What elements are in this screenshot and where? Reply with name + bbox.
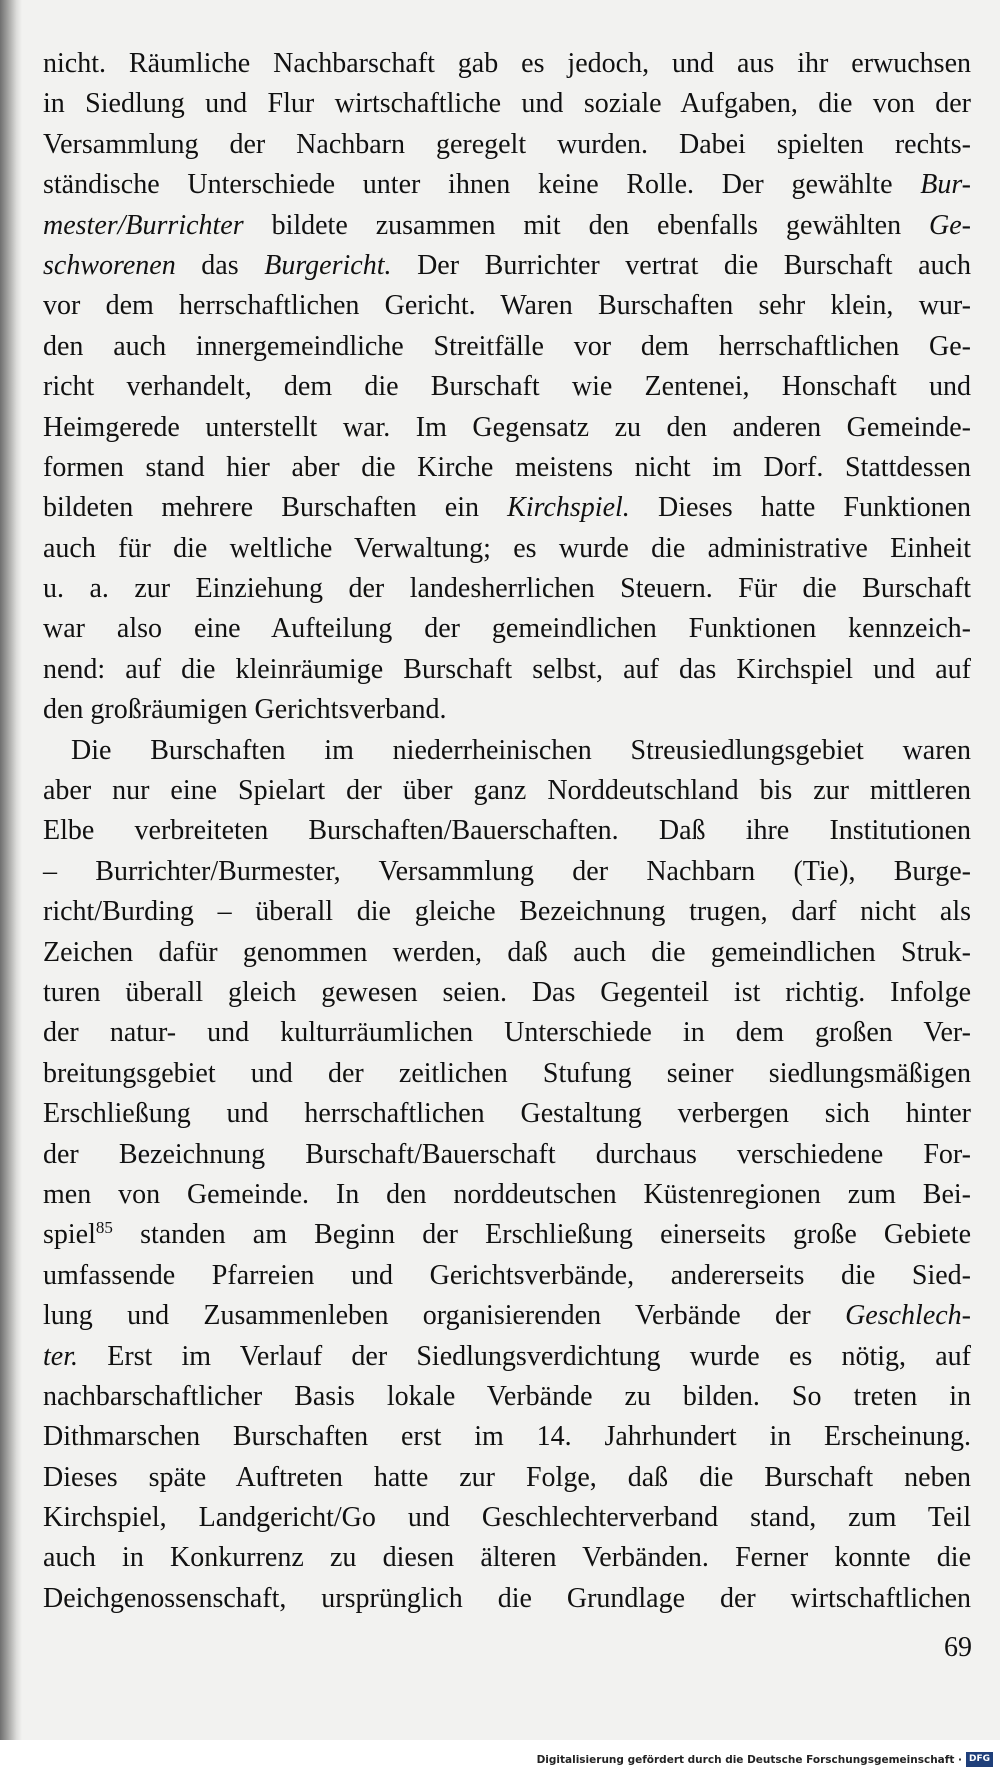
text-run: breitungsgebiet und der zeitlichen Stufung seiner siedlungsmäßigen [43,1057,971,1089]
text-line [43,1175,971,1215]
text-line [43,609,971,649]
text-run: nicht. Räumliche Nachbarschaft gab es jedoch, und aus ihr erwuchsen [43,48,971,79]
text-run: in Siedlung und Flur wirtschaftliche und soziale Aufgaben, die von der [43,88,971,120]
dfg-logo: DFG [966,1752,993,1767]
text-line [43,1094,971,1134]
text-run: spiel [43,1219,96,1251]
text-line [43,852,971,892]
text-run: der natur- und kulturräumlichen Unterschiede in dem großen Ver- [43,1017,971,1049]
text-line [43,448,971,488]
text-line [43,650,971,690]
text-line [43,367,971,407]
text-line [43,286,971,326]
text-run: turen überall gleich gewesen seien. Das Gegenteil ist richtig. Infolge [43,976,971,1008]
text-run: das [175,249,265,281]
text-run: Dithmarschen Burschaften erst im 14. Jahrhundert in Erscheinung. [43,1421,971,1453]
text-line [43,408,971,448]
italic-term: Geschlech- [845,1300,971,1332]
text-run: Erschließung und herrschaftlichen Gestaltung verbergen sich hinter [43,1098,971,1130]
text-line [43,933,971,973]
text-run: men von Gemeinde. In den norddeutschen Küstenregionen zum Bei- [43,1178,971,1210]
text-line [43,529,971,569]
text-run: Der Burrichter vertrat die Burschaft auch [391,249,972,281]
italic-term: ter. [43,1340,78,1372]
text-line [43,327,971,367]
text-run: Erst im Verlauf der Siedlungsverdichtung wurde es nötig, auf [78,1340,971,1372]
text-line [43,165,971,205]
italic-term: Bur- [920,169,971,201]
text-run: u. a. zur Einziehung der landesherrlichen Steuern. Für die Burschaft [43,573,971,605]
text-line [43,488,971,528]
text-line [43,771,971,811]
text-line [43,1296,971,1336]
text-run: nachbarschaftlicher Basis lokale Verbände zu bilden. So treten in [43,1380,971,1412]
text-line [43,44,971,84]
text-line [43,1417,971,1457]
text-run: aber nur eine Spielart der über ganz Norddeutschland bis zur mittleren [43,775,971,807]
text-run: Dieses späte Auftreten hatte zur Folge, daß die Burschaft neben [43,1461,971,1493]
text-run: den auch innergemeindliche Streitfälle vor dem herrschaftlichen Ge- [43,330,971,362]
text-run: nend: auf die kleinräumige Burschaft selbst, auf das Kirchspiel und auf [43,653,971,685]
text-line [43,1256,971,1296]
text-line [43,125,971,165]
text-run: Kirchspiel, Landgericht/Go und Geschlechterverband stand, zum Teil [43,1502,971,1534]
text-run: bildeten mehrere Burschaften ein [43,492,508,524]
text-run: richt/Burding – überall die gleiche Bezeichnung trugen, darf nicht als [43,896,971,928]
italic-term: Burgericht. [264,249,392,281]
text-run: war also eine Aufteilung der gemeindlichen Funktionen kennzeich- [43,613,971,645]
text-line [43,1054,971,1094]
text-line [43,1337,971,1377]
text-run: formen stand hier aber die Kirche meistens nicht im Dorf. Stattdessen [43,451,971,483]
text-run: standen am Beginn der Erschließung einerseits große Gebiete [112,1219,971,1251]
italic-term: Kirchspiel. [507,492,630,524]
text-line [43,973,971,1013]
text-run: Heimgerede unterstellt war. Im Gegensatz zu den anderen Gemeinde- [43,411,971,443]
text-line [43,206,971,246]
text-line [43,690,971,730]
text-run: richt verhandelt, dem die Burschaft wie Zentenei, Honschaft und [43,371,971,403]
text-run: Zeichen dafür genommen werden, daß auch die gemeindlichen Struk- [43,936,971,968]
text-line [43,892,971,932]
text-run: den großräumigen Gerichtsverband. [43,694,447,726]
text-run: Elbe verbreiteten Burschaften/Bauerschaften. Daß ihre Institutionen [43,815,971,847]
text-run: ständische Unterschiede unter ihnen keine Rolle. Der gewählte [43,169,921,201]
text-run: – Burrichter/Burmester, Versammlung der Nachbarn (Tie), Burge- [43,855,971,887]
text-line [43,1013,971,1053]
text-run: umfassende Pfarreien und Gerichtsverbände, andererseits die Sied- [43,1259,971,1291]
text-line [43,1538,971,1578]
text-run: Dieses hatte Funktionen [629,492,971,524]
digitization-credit: Digitalisierung gefördert durch die Deutsche Forschungsgemeinschaft · [536,1754,962,1766]
text-run: Die Burschaften im niederrheinischen Streusiedlungsgebiet waren [71,734,971,766]
text-line [43,1377,971,1417]
footnote-ref: 85 [95,1218,113,1238]
page-number: 69 [944,1632,972,1663]
text-run: auch für die weltliche Verwaltung; es wurde die administrative Einheit [43,532,971,564]
italic-term: schworenen [43,249,176,281]
italic-term: mester/Burrichter [43,209,244,241]
text-run: vor dem herrschaftlichen Gericht. Waren Burschaften sehr klein, wur- [43,290,971,322]
text-line [43,1498,971,1538]
text-line [43,569,971,609]
text-run: Deichgenossenschaft, ursprünglich die Grundlage der wirtschaftlichen [43,1582,971,1614]
text-run: der Bezeichnung Burschaft/Bauerschaft durchaus verschiedene For- [43,1138,971,1170]
text-run: Versammlung der Nachbarn geregelt wurden. Dabei spielten rechts- [43,128,971,160]
body-text [43,44,971,1619]
text-line [43,84,971,124]
text-line [43,1135,971,1175]
text-run: auch in Konkurrenz zu diesen älteren Verbänden. Ferner konnte die [43,1542,971,1574]
binding-shadow [0,0,22,1740]
text-line [43,1579,971,1619]
text-line [43,1458,971,1498]
text-run: bildete zusammen mit den ebenfalls gewählten [243,209,930,241]
text-line [43,246,971,286]
text-run: lung und Zusammenleben organisierenden Verbände der [43,1300,846,1332]
italic-term: Ge- [929,209,971,241]
text-line [43,811,971,851]
text-line [43,1215,971,1255]
text-line [43,731,971,771]
